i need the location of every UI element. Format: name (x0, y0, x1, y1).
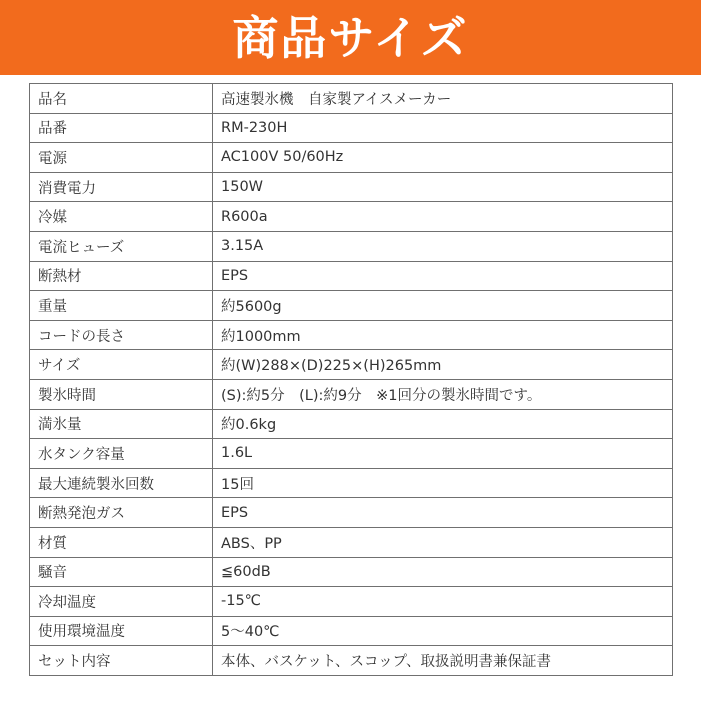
spec-value: 約0.6kg (213, 409, 673, 439)
spec-label: 品番 (30, 113, 213, 143)
spec-value: 高速製氷機 自家製アイスメーカー (213, 84, 673, 114)
spec-value: 1.6L (213, 439, 673, 469)
spec-value: 15回 (213, 468, 673, 498)
table-row (30, 587, 673, 617)
spec-label: 電源 (30, 143, 213, 173)
spec-value: ABS、PP (213, 527, 673, 557)
spec-label: 品名 (30, 84, 213, 114)
spec-label: 冷媒 (30, 202, 213, 232)
spec-label: セット内容 (30, 646, 213, 676)
spec-value: 3.15A (213, 231, 673, 261)
spec-value: AC100V 50/60Hz (213, 143, 673, 173)
header-banner (0, 0, 701, 75)
spec-label: 断熱材 (30, 261, 213, 291)
spec-label: 冷却温度 (30, 587, 213, 617)
spec-value: EPS (213, 498, 673, 528)
spec-value: 約(W)288×(D)225×(H)265mm (213, 350, 673, 380)
spec-label: 水タンク容量 (30, 439, 213, 469)
table-row (30, 409, 673, 439)
table-row (30, 439, 673, 469)
spec-value: -15℃ (213, 587, 673, 617)
table-row (30, 616, 673, 646)
table-row (30, 143, 673, 173)
spec-value: 約5600g (213, 291, 673, 321)
spec-label: 騒音 (30, 557, 213, 587)
spec-label: 材質 (30, 527, 213, 557)
spec-label: 重量 (30, 291, 213, 321)
spec-value: ≦60dB (213, 557, 673, 587)
table-row (30, 350, 673, 380)
spec-table (29, 83, 673, 676)
table-row (30, 646, 673, 676)
table-row (30, 84, 673, 114)
table-row (30, 379, 673, 409)
table-row (30, 557, 673, 587)
page-title: 商品サイズ (232, 10, 469, 65)
table-row (30, 320, 673, 350)
table-row (30, 261, 673, 291)
table-row (30, 468, 673, 498)
table-row (30, 202, 673, 232)
spec-label: 最大連続製氷回数 (30, 468, 213, 498)
spec-label: 断熱発泡ガス (30, 498, 213, 528)
spec-label: 電流ヒューズ (30, 231, 213, 261)
table-row (30, 527, 673, 557)
spec-label: 消費電力 (30, 172, 213, 202)
spec-value: 約1000mm (213, 320, 673, 350)
spec-value: 本体、バスケット、スコップ、取扱説明書兼保証書 (213, 646, 673, 676)
table-row (30, 113, 673, 143)
spec-label: コードの長さ (30, 320, 213, 350)
table-row (30, 291, 673, 321)
spec-label: 製氷時間 (30, 379, 213, 409)
spec-value: EPS (213, 261, 673, 291)
table-row (30, 231, 673, 261)
spec-value: 150W (213, 172, 673, 202)
spec-label: 満氷量 (30, 409, 213, 439)
spec-value: RM-230H (213, 113, 673, 143)
spec-value: (S):約5分 (L):約9分 ※1回分の製氷時間です。 (213, 379, 673, 409)
spec-value: R600a (213, 202, 673, 232)
spec-table-body (30, 84, 673, 676)
table-row (30, 498, 673, 528)
spec-value: 5〜40℃ (213, 616, 673, 646)
spec-label: 使用環境温度 (30, 616, 213, 646)
table-row (30, 172, 673, 202)
spec-label: サイズ (30, 350, 213, 380)
